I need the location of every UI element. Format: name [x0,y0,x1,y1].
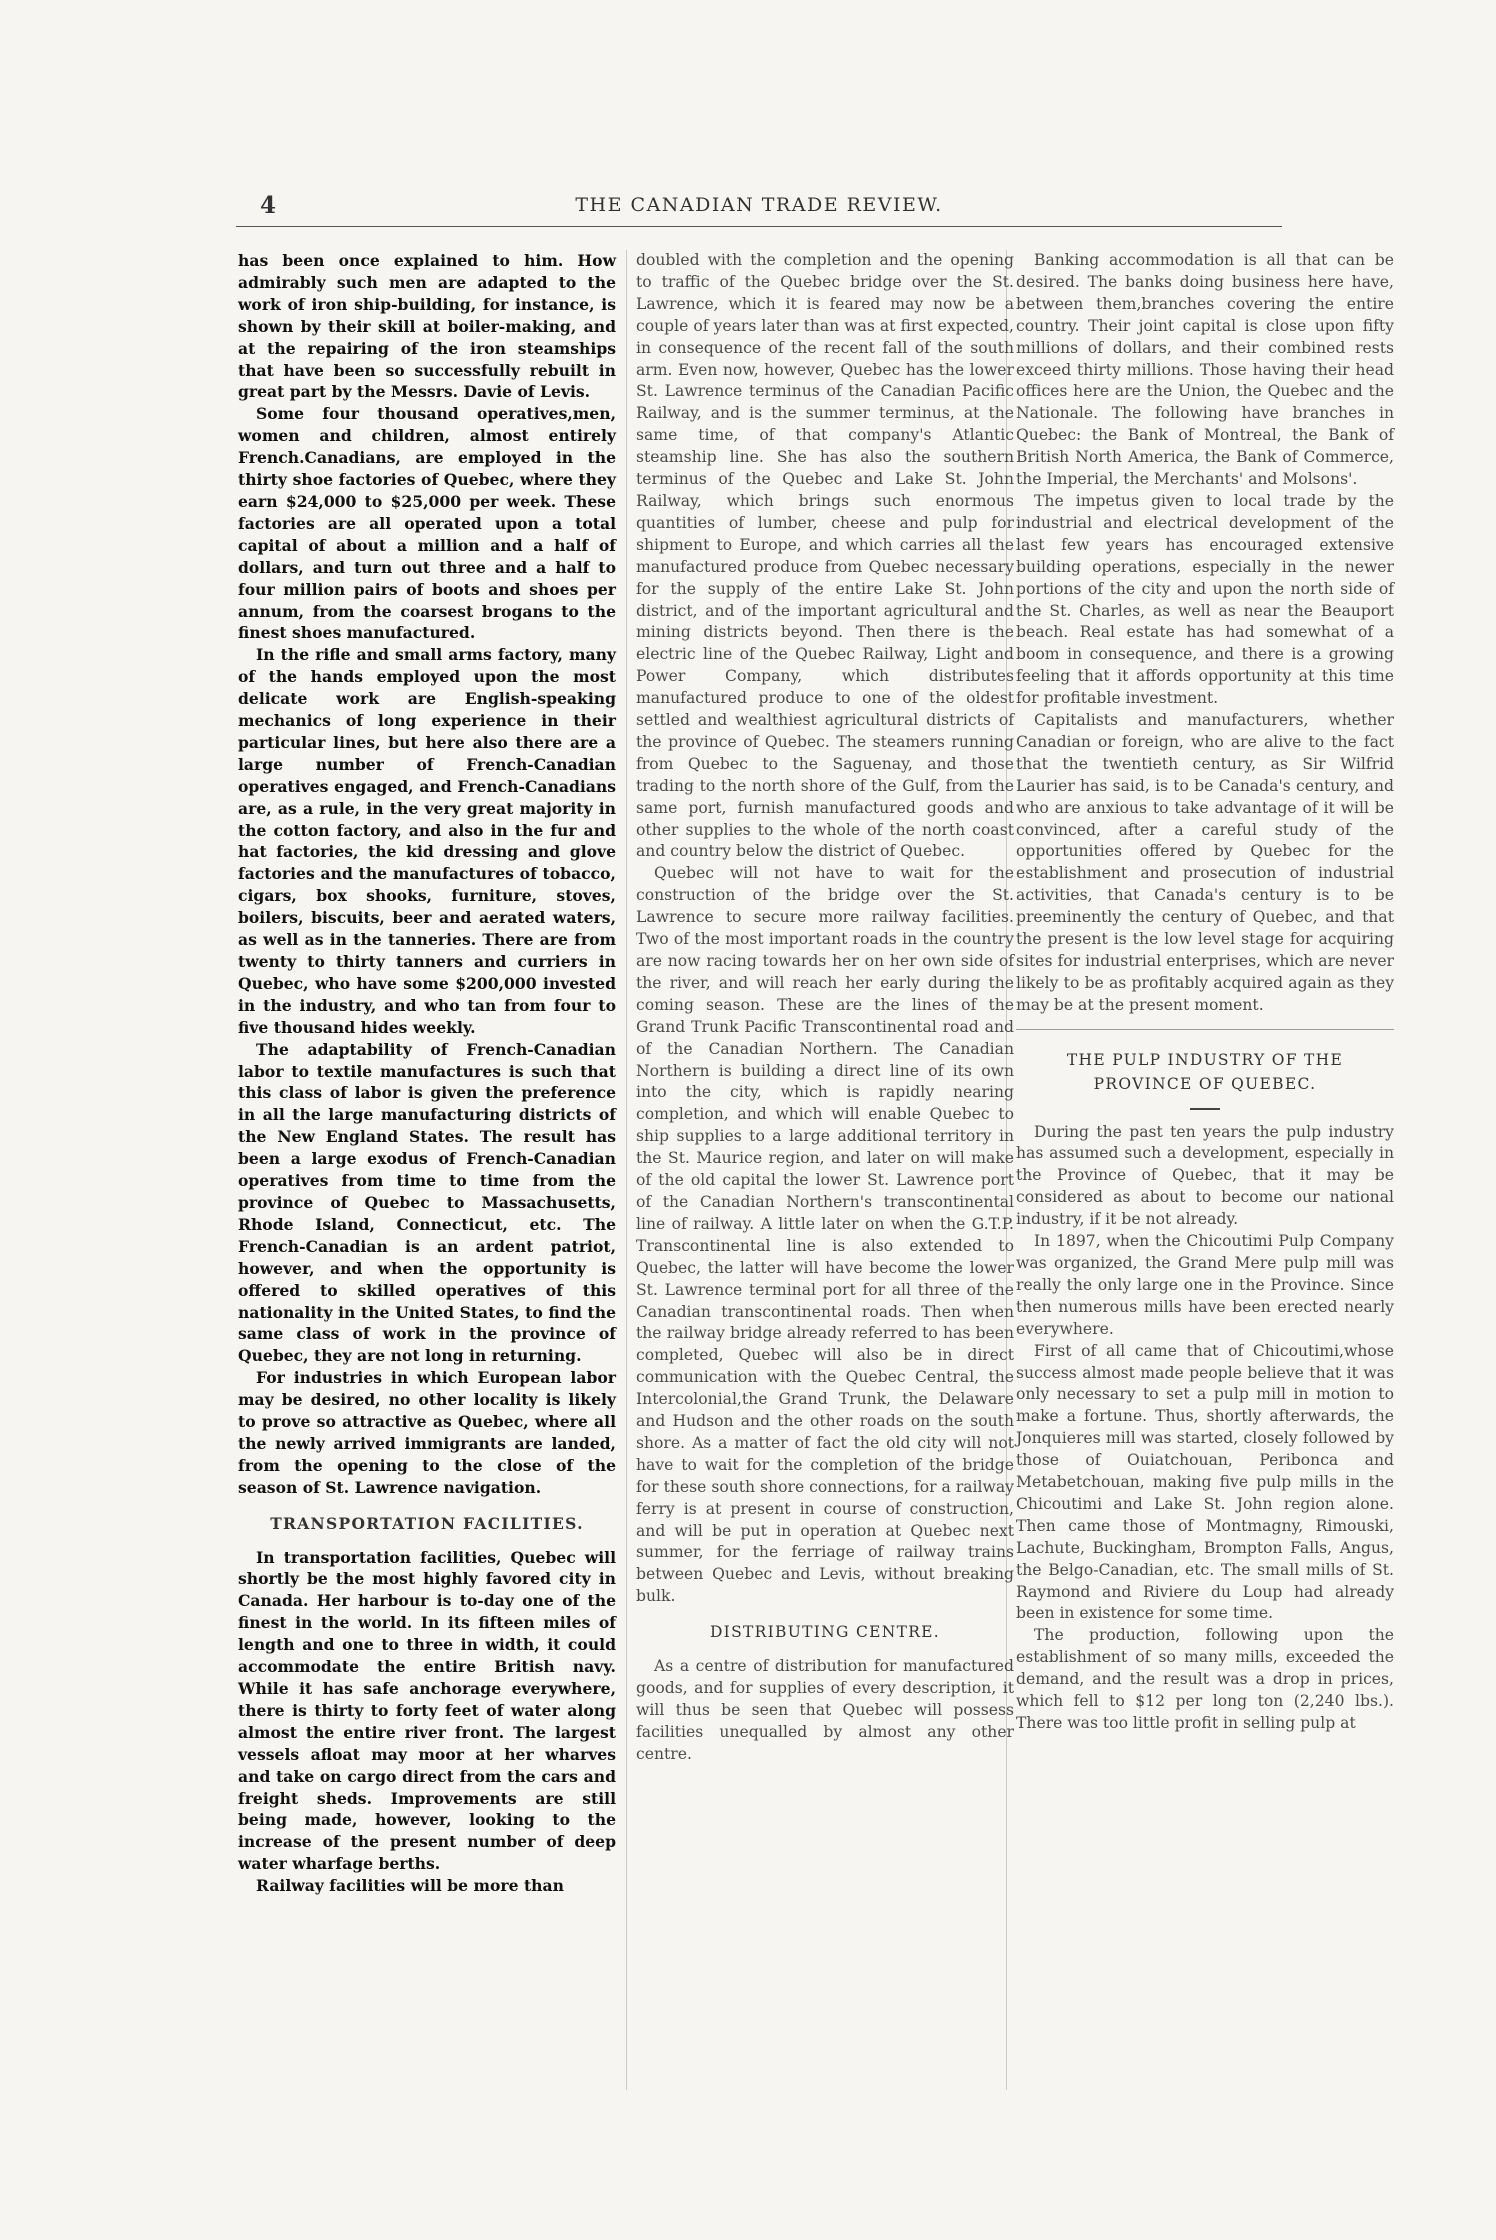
article-column-3 [1016,250,1394,1735]
paragraph: For industries in which European labor may be desired, no other locality is likely to prove so attractive as Quebec, where all the newly arrived immigrants are landed, from the opening to the close of the season of St. Lawrence navigation. [238,1368,616,1497]
paragraph: During the past ten years the pulp industry has assumed such a development, especially in the Province of Quebec, that it may be considered as about to become our national industry, if it be not already. [1016,1122,1394,1229]
column-divider [626,250,627,2090]
section-heading: DISTRIBUTING CENTRE. [709,1623,941,1642]
paragraph: As a centre of distribution for manufactured goods, and for supplies of every description, it will thus be seen that Quebec will possess facilities unequalled by almost any other centre. [636,1657,1014,1763]
paragraph: Railway facilities will be more than [256,1876,564,1896]
heading-underline [1190,1108,1220,1110]
article-column-2 [636,250,1014,1766]
paragraph: Banking accommodation is all that can be desired. The banks doing business here have, between them,branches covering the entire country. Their joint capital is close upon fifty millions of dollars, and their combined rests exceed thirty millions. Those having their head offices here are the Union, the Quebec and the Nationale. The following have branches in Quebec: the Bank of Montreal, the Bank of British North America, the Bank of Commerce, the Imperial, the Merchants' and Molsons'. [1016,251,1394,489]
page-number: 4 [260,192,277,219]
paragraph: doubled with the completion and the opening to traffic of the Quebec bridge over the St. Lawrence, which it is feared may now be a couple of years later than was at first expected, in consequence of the recent fall of the south arm. Even now, however, Quebec has the lower St. Lawrence terminus of the Canadian Pacific Railway, and is the summer terminus, at the same time, of that company's Atlantic steamship line. She has also the southern terminus of the Quebec and Lake St. John Railway, which brings such enormous quantities of lumber, cheese and pulp for shipment to Europe, and which carries all the manufactured produce from Quebec necessary for the supply of the entire Lake St. John district, and of the important agricultural and mining districts beyond. Then there is the electric line of the Quebec Railway, Light and Power Company, which distributes manufactured produce to one of the oldest settled and wealthiest agricultural districts of the province of Quebec. The steamers running from Quebec to the Saguenay, and those trading to the north shore of the Gulf, from the same port, furnish manufactured goods and other supplies to the whole of the north coast and country below the district of Quebec. [636,251,1014,861]
article-column-1 [238,250,616,1897]
paragraph: Some four thousand operatives,men, women and children, almost entirely French.Canadians, are employed in the thirty shoe factories of Quebec, where they earn $24,000 to $25,000 per week. These factories are all operated upon a total capital of about a million and a half of dollars, and turn out three and a half to four million pairs of boots and shoes per annum, from the coarsest brogans to the finest shoes manufactured. [238,404,616,643]
page-header [236,186,1282,227]
paragraph: Capitalists and manufacturers, whether Canadian or foreign, who are alive to the fact that the twentieth century, as Sir Wilfrid Laurier has said, is to be Canada's century, and who are anxious to take advantage of it will be convinced, after a careful study of the opportunities offered by Quebec for the establishment and prosecution of industrial activities, that Canada's century is to be preeminently the century of Quebec, and that the present is the low level stage for acquiring sites for industrial enterprises, which are never likely to be as profitably acquired again as they may be at the present moment. [1016,711,1394,1014]
section-heading: PROVINCE OF QUEBEC. [1093,1074,1317,1093]
section-heading: TRANSPORTATION FACILITIES. [270,1513,584,1533]
paragraph: In the rifle and small arms factory, many of the hands employed upon the most delicate work are English-speaking mechanics of long experience in their particular lines, but here also there are a large number of French-Canadian operatives engaged, and French-Canadians are, as a rule, in the very great majority in the cotton factory, and also in the fur and hat factories, the kid dressing and glove factories and the manufactures of tobacco, cigars, box shooks, furniture, stoves, boilers, biscuits, beer and aerated waters, as well as in the tanneries. There are from twenty to thirty tanners and curriers in Quebec, who have some $200,000 invested in the industry, and who tan from four to five thousand hides weekly. [238,645,616,1037]
paragraph: Quebec will not have to wait for the construction of the bridge over the St. Lawrence to secure more railway facilities. Two of the most important roads in the country are now racing towards her on her own side of the river, and will reach her early during the coming season. These are the lines of the Grand Trunk Pacific Transcontinental road and of the Canadian Northern. The Canadian Northern is building a direct line of its own into the city, which is rapidly nearing completion, and which will enable Quebec to ship supplies to a large additional territory in the St. Maurice region, and later on will make of the old capital the lower St. Lawrence port of the Canadian Northern's transcontinental line of railway. A little later on when the G.T.P. Transcontinental line is also extended to Quebec, the latter will have become the lower St. Lawrence terminal port for all three of the Canadian transcontinental roads. Then when the railway bridge already referred to has been completed, Quebec will also be in direct communication with the Quebec Central, the Intercolonial,the Grand Trunk, the Delaware and Hudson and the other roads on the south shore. As a matter of fact the old city will not have to wait for the completion of the bridge for these south shore connections, for a railway ferry is at present in course of construction, and will be put in operation at Quebec next summer, for the ferriage of railway trains between Quebec and Levis, without breaking bulk. [636,864,1014,1606]
paragraph: The production, following upon the establishment of so many mills, exceeded the demand, and the result was a drop in prices, which fell to $12 per long ton (2,240 lbs.). There was too little profit in selling pulp at [1016,1626,1394,1732]
section-divider [1016,1029,1394,1030]
paragraph: In 1897, when the Chicoutimi Pulp Company was organized, the Grand Mere pulp mill was really the only large one in the Province. Since then numerous mills have been erected nearly everywhere. [1016,1232,1394,1338]
running-title: THE CANADIAN TRADE REVIEW. [575,194,943,216]
paragraph: has been once explained to him. How admirably such men are adapted to the work of iron ship-building, for instance, is shown by their skill at boiler-making, and at the repairing of the iron steamships that have been so successfully rebuilt in great part by the Messrs. Davie of Levis. [238,251,616,402]
paragraph: First of all came that of Chicoutimi,whose success almost made people believe that it was only necessary to set a pulp mill in motion to make a fortune. Thus, shortly afterwards, the Jonquieres mill was started, closely followed by those of Ouiatchouan, Peribonca and Metabetchouan, making five pulp mills in the Chicoutimi and Lake St. John region alone. Then came those of Montmagny, Rimouski, Lachute, Buckingham, Brompton Falls, Angus, the Belgo-Canadian, etc. The small mills of St. Raymond and Riviere du Loup had already been in existence for some time. [1016,1341,1394,1623]
paragraph: The adaptability of French-Canadian labor to textile manufactures is such that this class of labor is given the preference in all the large manufacturing districts of the New England States. The result has been a large exodus of French-Canadian operatives from time to time from the province of Quebec to Massachusetts, Rhode Island, Connecticut, etc. The French-Canadian is an ardent patriot, however, and when the opportunity is offered to skilled operatives of this nationality in the United States, to find the same class of work in the province of Quebec, they are not long in returning. [238,1039,616,1366]
paragraph: In transportation facilities, Quebec will shortly be the most highly favored city in Canada. Her harbour is to-day one of the finest in the world. In its fifteen miles of length and one to three in width, it could accommodate the entire British navy. While it has safe anchorage everywhere, there is thirty to forty feet of water along almost the entire river front. The largest vessels afloat may moor at her wharves and take on cargo direct from the cars and freight sheds. Improvements are still being made, however, looking to the increase of the present number of deep water wharfage berths. [238,1547,616,1874]
paragraph: The impetus given to local trade by the industrial and electrical development of the last few years has encouraged extensive building operations, especially in the newer portions of the city and upon the north side of the St. Charles, as well as near the Beauport beach. Real estate has had somewhat of a boom in consequence, and there is a growing feeling that it affords opportunity at this time for profitable investment. [1016,491,1394,708]
section-heading: THE PULP INDUSTRY OF THE [1066,1050,1344,1069]
